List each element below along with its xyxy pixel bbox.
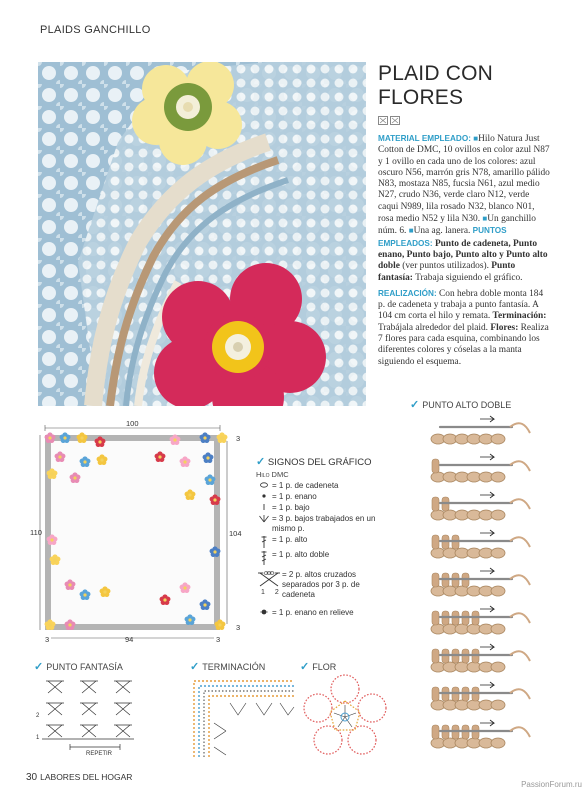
legend-row-alto: [256, 535, 391, 549]
dim-corner-bottom: 3: [236, 623, 241, 632]
legend-row-enano: [256, 492, 391, 502]
slip-stitch-icon: [256, 492, 272, 500]
bullet-square-icon: ■: [482, 214, 488, 224]
plaid-photo: [38, 62, 366, 406]
punto-alto-doble-section: [410, 398, 550, 771]
diagram-flower-icon: [217, 432, 228, 443]
terminacion-bold: Terminación:: [492, 311, 547, 322]
bullet-square-icon: ■: [408, 226, 414, 236]
flores-bold: Flores:: [490, 322, 519, 333]
step-illustration: [431, 454, 530, 482]
material-extra-2: Una ag. lanera.: [413, 226, 471, 237]
material-text: Hilo Natura Just Cotton de DMC, 10 ovillos en color azul N87 y 1 ovillo en cada uno de los colores: azul oscuro N56, marrón gris N78, amarillo pálido N83, mostaza N85, fucsia N61, azul medio N27, crudo N36, verde claro N12, verde caqui N989, lila rosado N32, blanco N01, rosa medio N52 y lila N30.: [378, 134, 550, 225]
terminacion-chart: [190, 673, 300, 759]
article-body: [378, 133, 550, 368]
realizacion-label: REALIZACIÓN:: [378, 288, 437, 298]
diagram-flower-icon: [45, 432, 56, 443]
check-icon: ✓: [410, 399, 420, 411]
punto-fantasia-title: PUNTO FANTASÍA: [46, 661, 123, 672]
legend-text: = 2 p. altos cruzados separados por 3 p. de cadeneta: [282, 570, 360, 599]
step-illustration: [431, 606, 530, 634]
flor-chart: [300, 673, 390, 759]
treble-crochet-icon: [256, 550, 272, 566]
check-icon: ✓: [256, 456, 266, 468]
legend-text: = 1 p. bajo: [272, 503, 310, 512]
step-illustration: [431, 568, 530, 596]
legend-text: = 1 p. alto: [272, 535, 308, 544]
dim-left-height: 110: [30, 528, 42, 537]
legend-row-cadeneta: [256, 481, 391, 491]
step-illustrations: [410, 411, 550, 771]
fantasia-row-1: 1: [36, 735, 40, 741]
legend-text: = 1 p. alto doble: [272, 550, 330, 559]
step-illustration: [431, 530, 530, 558]
material-label: MATERIAL EMPLEADO:: [378, 134, 471, 143]
punto-fantasia-chart: [34, 673, 174, 755]
crossed-num-2: 2: [274, 589, 279, 596]
magazine-name: LABORES DEL HOGAR: [40, 772, 133, 782]
legend-brand: Hilo DMC: [256, 470, 289, 479]
check-icon: ✓: [190, 661, 200, 673]
legend-row-relief: [256, 608, 391, 618]
puntos-label: PUNTOS EMPLEADOS:: [378, 226, 507, 248]
crossed-stitch-icon: [256, 570, 282, 590]
diagram-flower-icon: [60, 432, 71, 443]
punto-fantasia-section: [34, 660, 174, 760]
dim-top-width: 100: [126, 420, 139, 428]
legend-title: SIGNOS DEL GRÁFICO: [267, 457, 372, 468]
step-illustration: [431, 492, 530, 520]
legend-row-bajo: [256, 503, 391, 513]
difficulty-skein-icon: [378, 112, 400, 130]
terminacion-section: [190, 660, 300, 764]
single-crochet-icon: [256, 503, 272, 511]
legend-row-fan: [256, 514, 391, 534]
watermark: PassionForum.ru: [521, 780, 582, 789]
article-title: PLAID CON FLORES: [378, 62, 493, 109]
flores-text: Realiza 7 flores para cada esquina, combinando los diferentes colores y cóselas a la manta siguiendo el esquema.: [378, 322, 549, 367]
footer: [26, 772, 132, 783]
puntos-text: (ver puntos utilizados).: [402, 261, 489, 272]
material-extra-1: Un ganchillo núm. 6.: [378, 214, 536, 237]
diagram-flower-icon: [200, 432, 211, 443]
diagram-flower-icon: [77, 432, 88, 443]
bullet-square-icon: ■: [473, 134, 479, 143]
legend-text: = 1 p. enano: [272, 492, 317, 501]
double-crochet-icon: [256, 535, 272, 549]
fantasia-bold: Punto fantasía:: [378, 261, 516, 283]
dim-bottom-left: 3: [45, 635, 50, 644]
dim-right-height: 104: [229, 529, 242, 538]
page-number: 30: [26, 772, 38, 783]
realizacion-text: Con hebra doble monta 184 p. de cadeneta y trabaja a punto fantasía. A 104 cm corta el hilo y remata.: [378, 288, 544, 322]
legend: [256, 455, 391, 619]
fantasia-row-2: 2: [36, 713, 40, 719]
section-header: PLAIDS GANCHILLO: [40, 24, 151, 36]
relief-slip-icon: [256, 608, 272, 616]
step-illustration: [431, 416, 530, 444]
fantasia-repeat-label: REPETIR: [86, 751, 113, 755]
puntos-bold: Punto de cadeneta, Punto enano, Punto bajo, Punto alto y Punto alto doble: [378, 238, 548, 272]
terminacion-text: Trabájala alrededor del plaid.: [378, 322, 489, 333]
flor-title: FLOR: [312, 661, 337, 672]
legend-row-alto-doble: [256, 550, 391, 566]
check-icon: ✓: [34, 661, 44, 673]
crossed-num-1: 1: [261, 589, 265, 596]
check-icon: ✓: [300, 661, 310, 673]
terminacion-title: TERMINACIÓN: [202, 661, 266, 672]
dim-bottom-right: 3: [216, 635, 221, 644]
dim-corner-top: 3: [236, 434, 241, 443]
step-illustration: [431, 720, 530, 748]
fantasia-text: Trabaja siguiendo el gráfico.: [415, 272, 523, 283]
legend-text: = 1 p. de cadeneta: [272, 481, 339, 490]
fan-stitch-icon: [256, 514, 272, 523]
plaid-layout-diagram: [30, 420, 250, 645]
legend-text: = 3 p. bajos trabajados en un mismo p.: [272, 514, 376, 533]
article-column: [378, 62, 550, 372]
dim-bottom-width: 94: [125, 635, 134, 644]
step-illustration: [431, 682, 530, 710]
chain-stitch-icon: [256, 481, 272, 489]
flor-section: [300, 660, 400, 764]
legend-text: = 1 p. enano en relieve: [272, 608, 354, 617]
step-illustration: [431, 644, 530, 672]
punto-alto-doble-title: PUNTO ALTO DOBLE: [422, 399, 512, 410]
